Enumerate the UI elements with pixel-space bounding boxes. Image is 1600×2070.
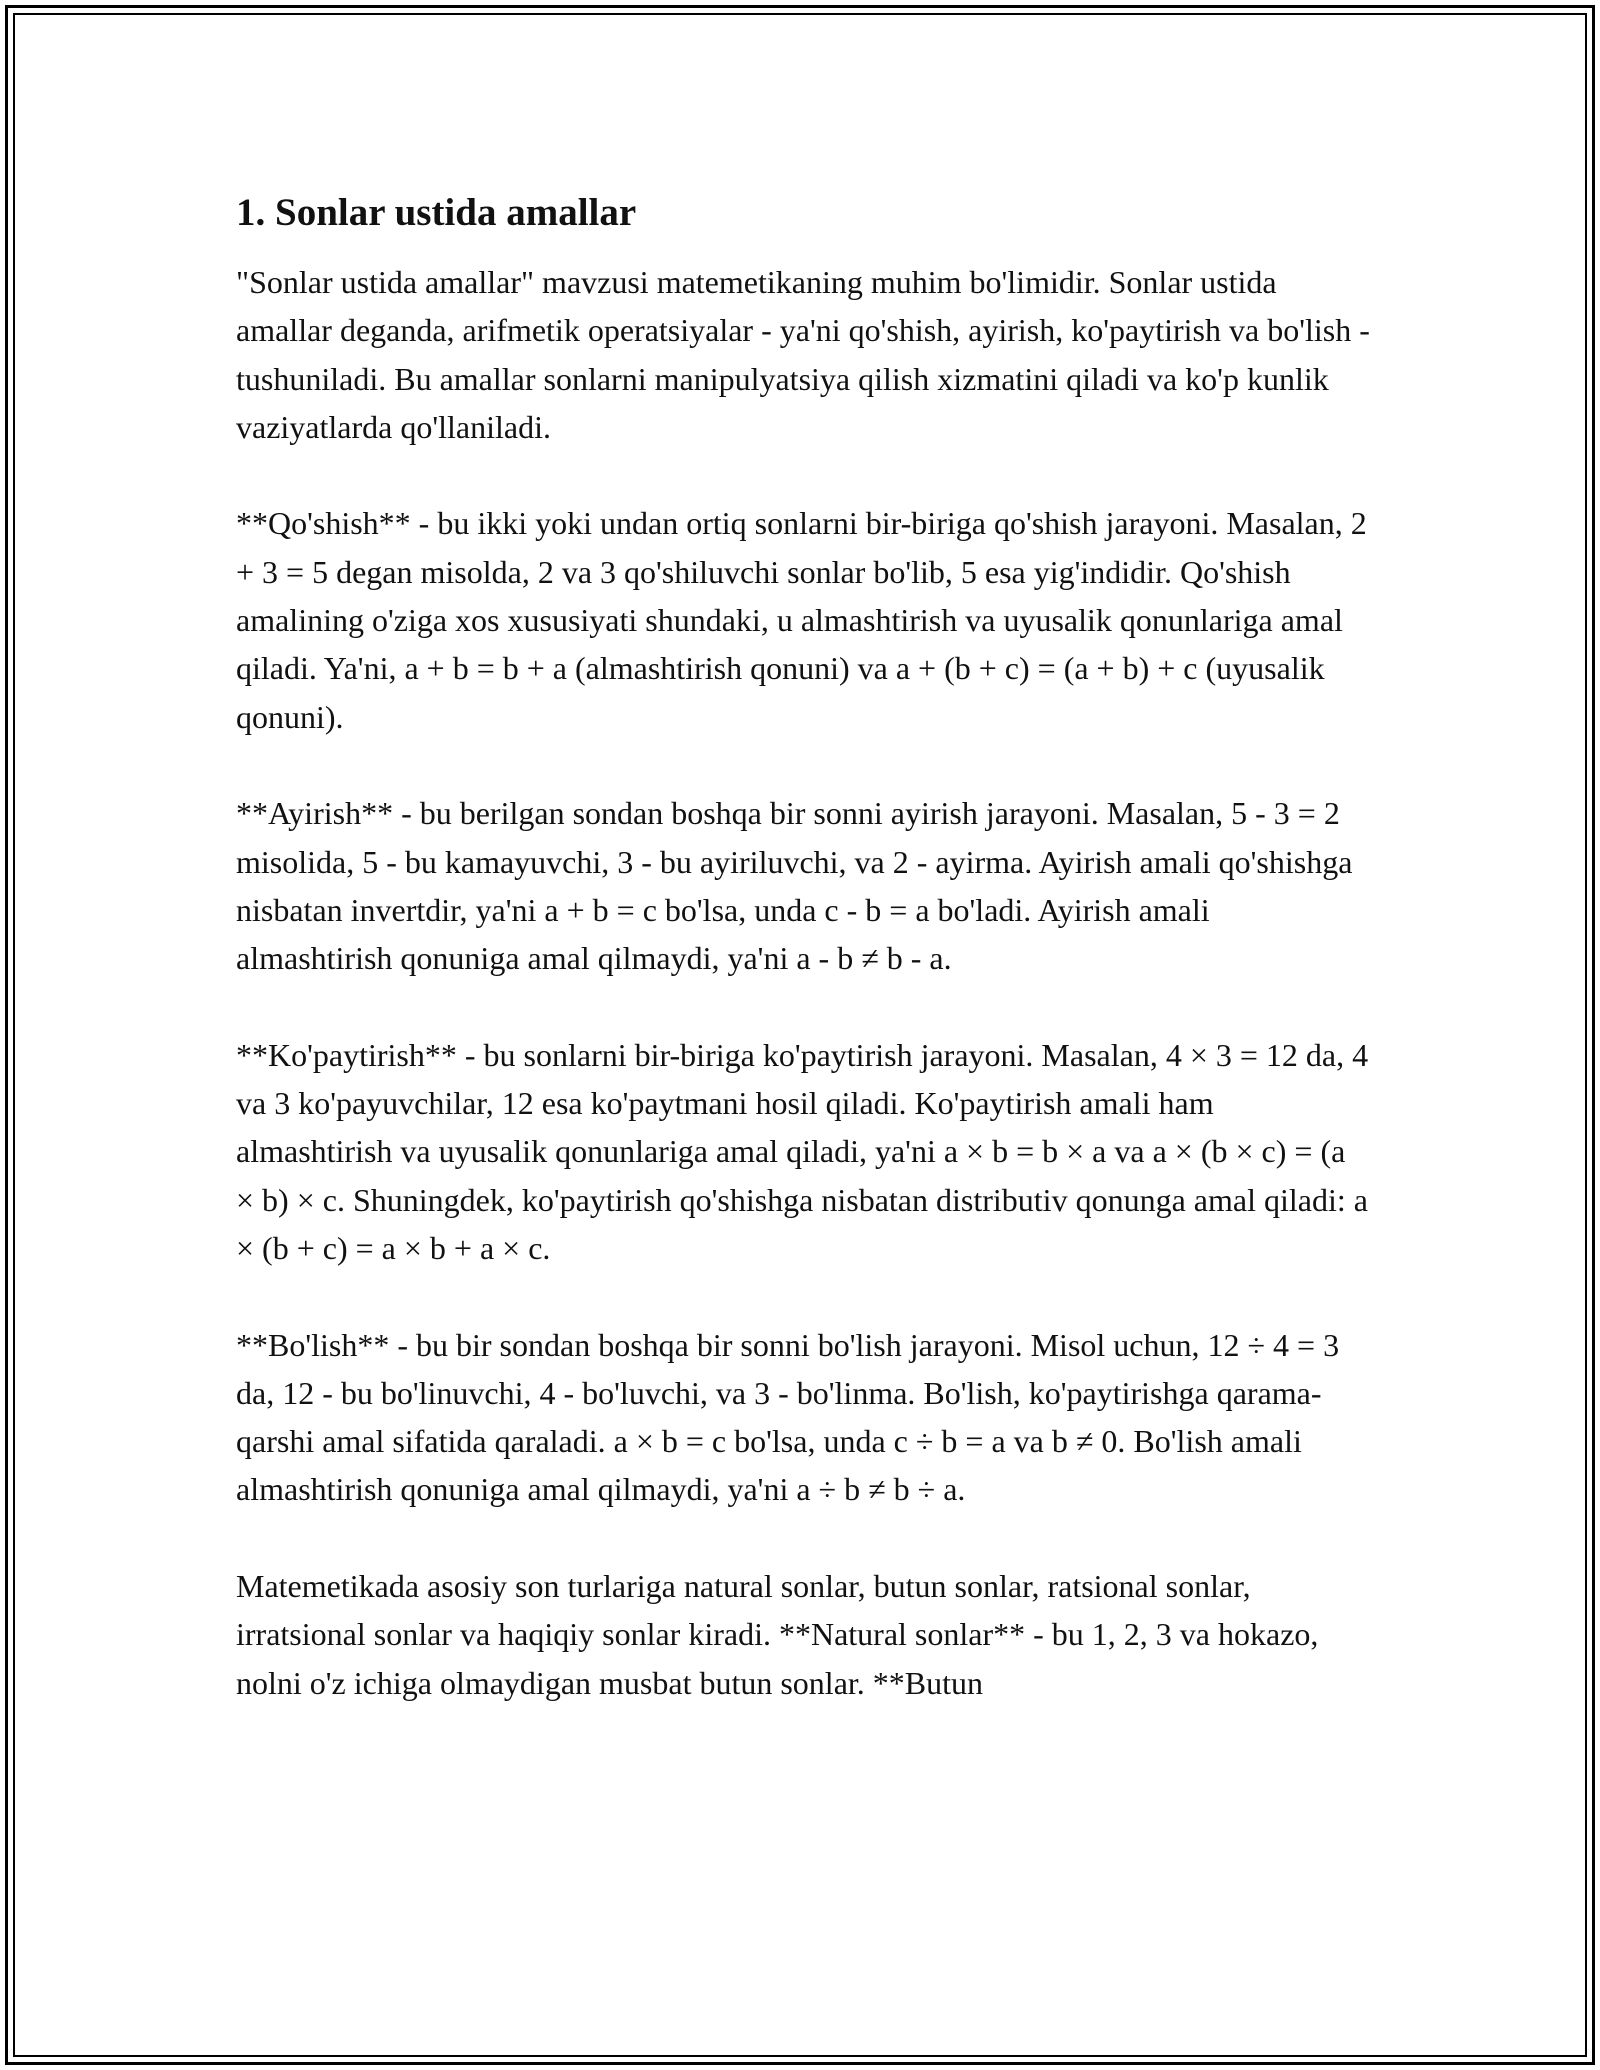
paragraph-addition: **Qo'shish** - bu ikki yoki undan ortiq sonlarni bir-biriga qo'shish jarayoni. Masalan, 2 + 3 = 5 degan misolda, 2 va 3 qo'shiluvchi sonlar bo'lib, 5 esa yig'indidir. Qo'shish amalining o'ziga xos xususiyati shundaki, u almashtirish va uyusalik qonunlariga amal qiladi. Ya'ni, a + b = b + a (almashtirish qonuni) va a + (b + c) = (a + b) + c (uyusalik qonuni). <box>236 505 1367 735</box>
document-body <box>236 186 1370 1755</box>
paragraph-subtraction: **Ayirish** - bu berilgan sondan boshqa bir sonni ayirish jarayoni. Masalan, 5 - 3 = 2 misolida, 5 - bu kamayuvchi, 3 - bu ayiriluvchi, va 2 - ayirma. Ayirish amali qo'shishga nisbatan invertdir, ya'ni a + b = c bo'lsa, unda c - b = a bo'ladi. Ayirish amali almashtirish qonuniga amal qilmaydi, ya'ni a - b ≠ b - a. <box>236 795 1353 977</box>
paragraph-intro: "Sonlar ustida amallar" mavzusi matemetikaning muhim bo'limidir. Sonlar ustida amallar deganda, arifmetik operatsiyalar - ya'ni qo'shish, ayirish, ko'paytirish va bo'lish - tushuniladi. Bu amallar sonlarni manipulyatsiya qilish xizmatini qiladi va ko'p kunlik vaziyatlarda qo'llaniladi. <box>236 264 1370 445</box>
section-heading: 1. Sonlar ustida amallar <box>236 191 637 234</box>
paragraph-multiplication: **Ko'paytirish** - bu sonlarni bir-biriga ko'paytirish jarayoni. Masalan, 4 × 3 = 12 da, 4 va 3 ko'payuvchilar, 12 esa ko'paytmani hosil qiladi. Ko'paytirish amali ham almashtirish va uyusalik qonunlariga amal qiladi, ya'ni a × b = b × a va a × (b × c) = (a × b) × c. Shuningdek, ko'paytirish qo'shishga nisbatan distributiv qonunga amal qiladi: a × (b + c) = a × b + a × c. <box>236 1036 1369 1266</box>
paragraph-number-types: Matemetikada asosiy son turlariga natural sonlar, butun sonlar, ratsional sonlar, irratsional sonlar va haqiqiy sonlar kiradi. **Natural sonlar** - bu 1, 2, 3 va hokazo, nolni o'z ichiga olmaydigan musbat butun sonlar. **Butun <box>236 1568 1319 1701</box>
paragraph-division: **Bo'lish** - bu bir sondan boshqa bir sonni bo'lish jarayoni. Misol uchun, 12 ÷ 4 = 3 da, 12 - bu bo'linuvchi, 4 - bo'luvchi, va 3 - bo'linma. Bo'lish, ko'paytirishga qarama-qarshi amal sifatida qaraladi. a × b = c bo'lsa, unda c ÷ b = a va b ≠ 0. Bo'lish amali almashtirish qonuniga amal qilmaydi, ya'ni a ÷ b ≠ b ÷ a. <box>236 1326 1340 1508</box>
